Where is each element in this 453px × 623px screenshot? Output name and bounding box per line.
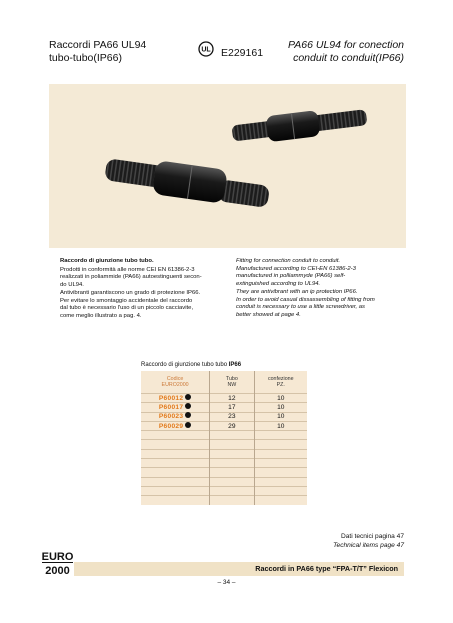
cell-pz xyxy=(254,440,307,449)
technical-reference-it: Dati tecnici pagina 47 xyxy=(340,533,404,540)
description-line: Per evitare lo smontaggio accidentale del raccordo xyxy=(60,297,193,304)
certification-number: E229161 xyxy=(221,47,264,59)
product-code: P60017 xyxy=(158,403,184,411)
description-line: come meglio illustrato a pag. 4. xyxy=(60,312,142,319)
cell-nw xyxy=(210,477,254,486)
cell-code xyxy=(141,394,210,403)
cell-pz xyxy=(254,459,307,468)
table-row xyxy=(141,421,307,430)
cell-pz xyxy=(254,431,307,440)
technical-reference xyxy=(333,532,404,550)
svg-text:UL: UL xyxy=(201,46,211,54)
table-row xyxy=(141,449,307,458)
description-line: do UL94. xyxy=(60,282,84,289)
cell-code xyxy=(141,459,210,468)
table-row xyxy=(141,496,307,505)
cell-code xyxy=(141,468,210,477)
cell-code xyxy=(141,431,210,440)
description-line: realizzati in poliammide (PA66) autoestinguenti secon- xyxy=(60,274,202,281)
table-row xyxy=(141,412,307,421)
cell-pz xyxy=(254,477,307,486)
table-row xyxy=(141,394,307,403)
ul-listed-icon xyxy=(185,422,191,428)
cell-nw: 17 xyxy=(210,403,254,412)
cell-code xyxy=(141,421,210,430)
table-row xyxy=(141,403,307,412)
cell-nw: 29 xyxy=(210,421,254,430)
header-right-line2: conduit to conduit(IP66) xyxy=(293,52,404,64)
table-row xyxy=(141,459,307,468)
header-tube-line1: Tubo xyxy=(225,376,238,382)
description-line: dal tubo è necessario l'uso di un piccolo cacciavite, xyxy=(60,305,194,312)
page-number: – 34 – xyxy=(217,579,236,586)
cell-pz xyxy=(254,496,307,505)
cell-code xyxy=(141,412,210,421)
cell-code xyxy=(141,496,210,505)
cell-pz: 10 xyxy=(254,394,307,403)
header-tube xyxy=(210,371,254,394)
product-code: P60012 xyxy=(158,394,184,402)
description-line: manufactured in polliammyde (PA66) self- xyxy=(236,273,346,280)
cell-code xyxy=(141,477,210,486)
cell-pz xyxy=(254,486,307,495)
header-code xyxy=(141,371,210,394)
description-italian xyxy=(60,258,231,321)
description-line: They are antivibrant with an ip protection IP66. xyxy=(236,288,358,295)
table-row xyxy=(141,431,307,440)
description-line: conduit is necessary to use a little screwdriver, as xyxy=(236,304,365,311)
table-row xyxy=(141,486,307,495)
cell-nw xyxy=(210,468,254,477)
technical-reference-en: Technical items page 47 xyxy=(333,542,404,549)
cell-pz: 10 xyxy=(254,403,307,412)
table-header-row xyxy=(141,371,307,394)
description-italian-title: Raccordo di giunzione tubo tubo. xyxy=(60,258,154,264)
product-photo xyxy=(49,84,406,248)
header-pack-line2: PZ. xyxy=(276,382,285,388)
description-line: better showed at page 4. xyxy=(236,311,301,318)
cell-nw xyxy=(210,459,254,468)
cell-code xyxy=(141,449,210,458)
cell-nw: 12 xyxy=(210,394,254,403)
product-code: P60023 xyxy=(158,413,184,421)
logo-line2: 2000 xyxy=(45,565,70,577)
description-line: extinguished according to UL94. xyxy=(236,281,321,288)
cell-pz xyxy=(254,468,307,477)
cell-nw xyxy=(210,496,254,505)
description-english xyxy=(236,258,407,320)
cell-pz: 10 xyxy=(254,412,307,421)
cell-pz xyxy=(254,449,307,458)
footer-banner xyxy=(74,562,404,576)
table-row xyxy=(141,477,307,486)
description-line: In order to avoid casual dissassembling of fitting from xyxy=(236,296,375,303)
ul-listed-icon xyxy=(185,412,191,418)
cell-nw xyxy=(210,449,254,458)
footer-banner-text: Raccordi in PA66 type “FPA-T/T” Flexicon xyxy=(255,564,398,573)
header-code-line2: EURO2000 xyxy=(161,382,189,388)
header-tube-line2: NW xyxy=(227,382,237,388)
header-left xyxy=(49,39,146,65)
header-pack xyxy=(254,371,307,394)
ul-listed-icon xyxy=(185,394,191,400)
description-line: Prodotti in conformità alle norme CEI EN 61386-2-3 xyxy=(60,266,195,273)
table-row xyxy=(141,468,307,477)
header-right xyxy=(288,39,404,65)
header-code-line1: Codice xyxy=(166,376,184,382)
cell-code xyxy=(141,403,210,412)
cell-nw xyxy=(210,486,254,495)
cell-code xyxy=(141,486,210,495)
cell-code xyxy=(141,440,210,449)
table-title-text: Raccordo di giunzione tubo tubo xyxy=(141,362,228,368)
logo-line1: EURO xyxy=(42,551,73,563)
euro2000-logo xyxy=(42,547,73,578)
header-left-line2: tubo-tubo(IP66) xyxy=(49,52,122,64)
fitting-illustration xyxy=(49,84,406,248)
ul-listed-icon xyxy=(185,403,191,409)
header-pack-line1: confezione xyxy=(267,376,294,382)
product-table xyxy=(141,371,307,505)
cell-nw xyxy=(210,440,254,449)
header-right-line1: PA66 UL94 for conection xyxy=(288,39,404,51)
header-left-line1: Raccordi PA66 UL94 xyxy=(49,39,147,51)
description-line: Manufactured according to CEI-EN 61386-2-3 xyxy=(236,265,356,272)
cell-pz: 10 xyxy=(254,421,307,430)
table-row xyxy=(141,440,307,449)
description-english-title: Fitting for connection conduit to conduit. xyxy=(236,258,341,264)
product-code: P60029 xyxy=(158,422,184,430)
ul-certification-icon xyxy=(197,41,215,57)
description-line: Antivibranti garantiscono un grado di protezione IP66. xyxy=(60,289,201,296)
cell-nw: 23 xyxy=(210,412,254,421)
cell-nw xyxy=(210,431,254,440)
table-title-bold: IP66 xyxy=(228,362,242,368)
table-title xyxy=(141,362,241,368)
